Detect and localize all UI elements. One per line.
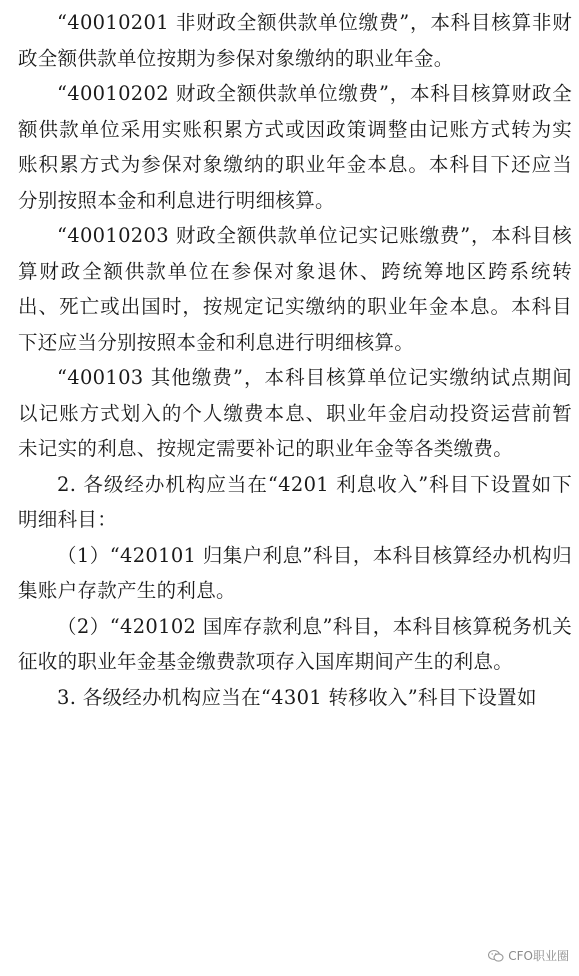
document-body (18, 5, 572, 715)
paragraph-40010201: “40010201 非财政全额供款单位缴费”，本科目核算非财政全额供款单位按期为参保对象缴纳的职业年金。 (18, 11, 572, 70)
watermark-text: CFO职业圈 (508, 949, 569, 963)
paragraph-section-2: 2. 各级经办机构应当在“4201 利息收入”科目下设置如下明细科目： (18, 472, 572, 531)
wechat-icon (488, 949, 504, 963)
watermark (488, 947, 569, 964)
paragraph-40010203: “40010203 财政全额供款单位记实记账缴费”，本科目核算财政全额供款单位在参保对象退休、跨统筹地区跨系统转出、死亡或出国时，按规定记实缴纳的职业年金本息。本科目下还应当分别按照本金和利息进行明细核算。 (18, 224, 572, 354)
paragraph-40010202: “40010202 财政全额供款单位缴费”，本科目核算财政全额供款单位采用实账积累方式或因政策调整由记账方式转为实账积累方式为参保对象缴纳的职业年金本息。本科目下还应当分别按照本金和利息进行明细核算。 (18, 82, 572, 212)
paragraph-400103: “400103 其他缴费”，本科目核算单位记实缴纳试点期间以记账方式划入的个人缴费本息、职业年金启动投资运营前暂未记实的利息、按规定需要补记的职业年金等各类缴费。 (18, 366, 572, 460)
paragraph-item-2: （2）“420102 国库存款利息”科目，本科目核算税务机关征收的职业年金基金缴费款项存入国库期间产生的利息。 (18, 614, 572, 673)
paragraph-item-1: （1）“420101 归集户利息”科目，本科目核算经办机构归集账户存款产生的利息。 (18, 543, 572, 602)
paragraph-section-3: 3. 各级经办机构应当在“4301 转移收入”科目下设置如 (57, 685, 537, 709)
